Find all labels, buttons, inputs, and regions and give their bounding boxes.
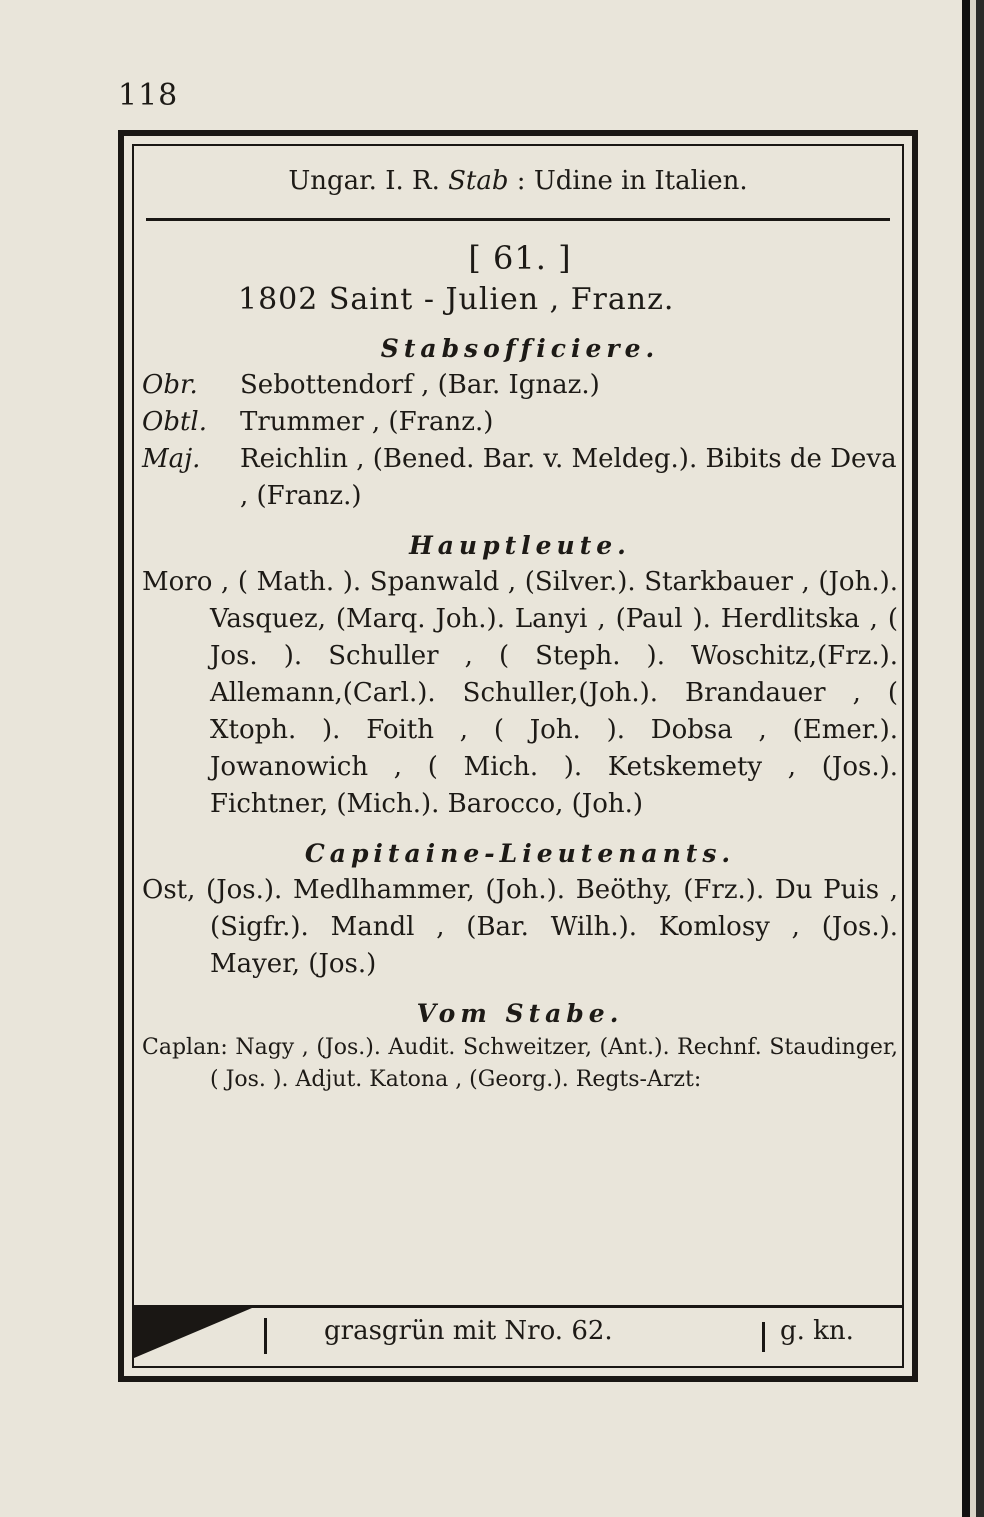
hauptleute-list: Moro , ( Math. ). Spanwald , (Silver.). Starkbauer , (Joh.). Vasquez, (Marq. Joh.). Lanyi , (Paul ). Herdlitska , ( Jos. ). Schuller , ( Steph. ). Woschitz,(Frz.). Allemann,(Carl.). Schuller,(Joh.). Brandauer , ( Xtoph. ). Foith , ( Joh. ). Dobsa , (Emer.). Jowanowich , ( Mich. ). Ketskemety , (Jos.). Fichtner, (Mich.). Barocco, (Joh.) xyxy=(142,567,898,819)
header-stab-label: Stab xyxy=(448,166,509,196)
facing-colour-text: grasgrün mit Nro. 62. xyxy=(324,1316,613,1346)
facing-colour-swatch xyxy=(134,1308,252,1366)
header-location: : Udine in Italien. xyxy=(516,166,748,196)
officer-name: Reichlin , (Bened. Bar. v. Meldeg.). Bibits de Deva , (Franz.) xyxy=(240,444,897,511)
footer-divider xyxy=(762,1322,765,1352)
officer-row xyxy=(142,367,898,404)
button-metal-text: g. kn. xyxy=(780,1316,854,1346)
vom-stabe-list: Caplan: Nagy , (Jos.). Audit. Schweitzer, (Ant.). Rechnf. Staudinger, ( Jos. ). Adjut. Katona , (Georg.). Regts-Arzt: xyxy=(142,1035,898,1092)
page-frame xyxy=(118,130,918,1382)
page-content xyxy=(142,236,898,1096)
section-title-hauptleute: Hauptleute. xyxy=(409,531,631,560)
capitaine-lieutenants-list: Ost, (Jos.). Medlhammer, (Joh.). Beöthy, (Frz.). Du Puis , (Sigfr.). Mandl , (Bar. Wilh.). Komlosy , (Jos.). Mayer, (Jos.) xyxy=(142,875,898,979)
section-title-vom-stabe: Vom Stabe. xyxy=(416,999,624,1028)
facing-footer xyxy=(134,1305,902,1366)
colonel-line: 1802 Saint - Julien , Franz. xyxy=(238,282,675,317)
officer-rank: Obtl. xyxy=(142,407,207,437)
officer-name: Sebottendorf , (Bar. Ignaz.) xyxy=(240,370,600,400)
footer-divider xyxy=(264,1318,267,1354)
header-regiment: Ungar. I. R. xyxy=(288,166,440,196)
regiment-header xyxy=(146,152,890,221)
page-number: 118 xyxy=(118,78,179,113)
section-title-capitaine-lieutenants: Capitaine-Lieutenants. xyxy=(304,839,736,868)
officer-row xyxy=(142,404,898,441)
officer-row xyxy=(142,441,898,515)
officer-name: Trummer , (Franz.) xyxy=(240,407,494,437)
officer-rank: Maj. xyxy=(142,444,201,474)
regiment-number: [ 61. ] xyxy=(468,239,572,277)
book-spine xyxy=(962,0,984,1517)
officer-rank: Obr. xyxy=(142,370,198,400)
section-title-stabsofficiere: Stabsofficiere. xyxy=(380,334,660,363)
